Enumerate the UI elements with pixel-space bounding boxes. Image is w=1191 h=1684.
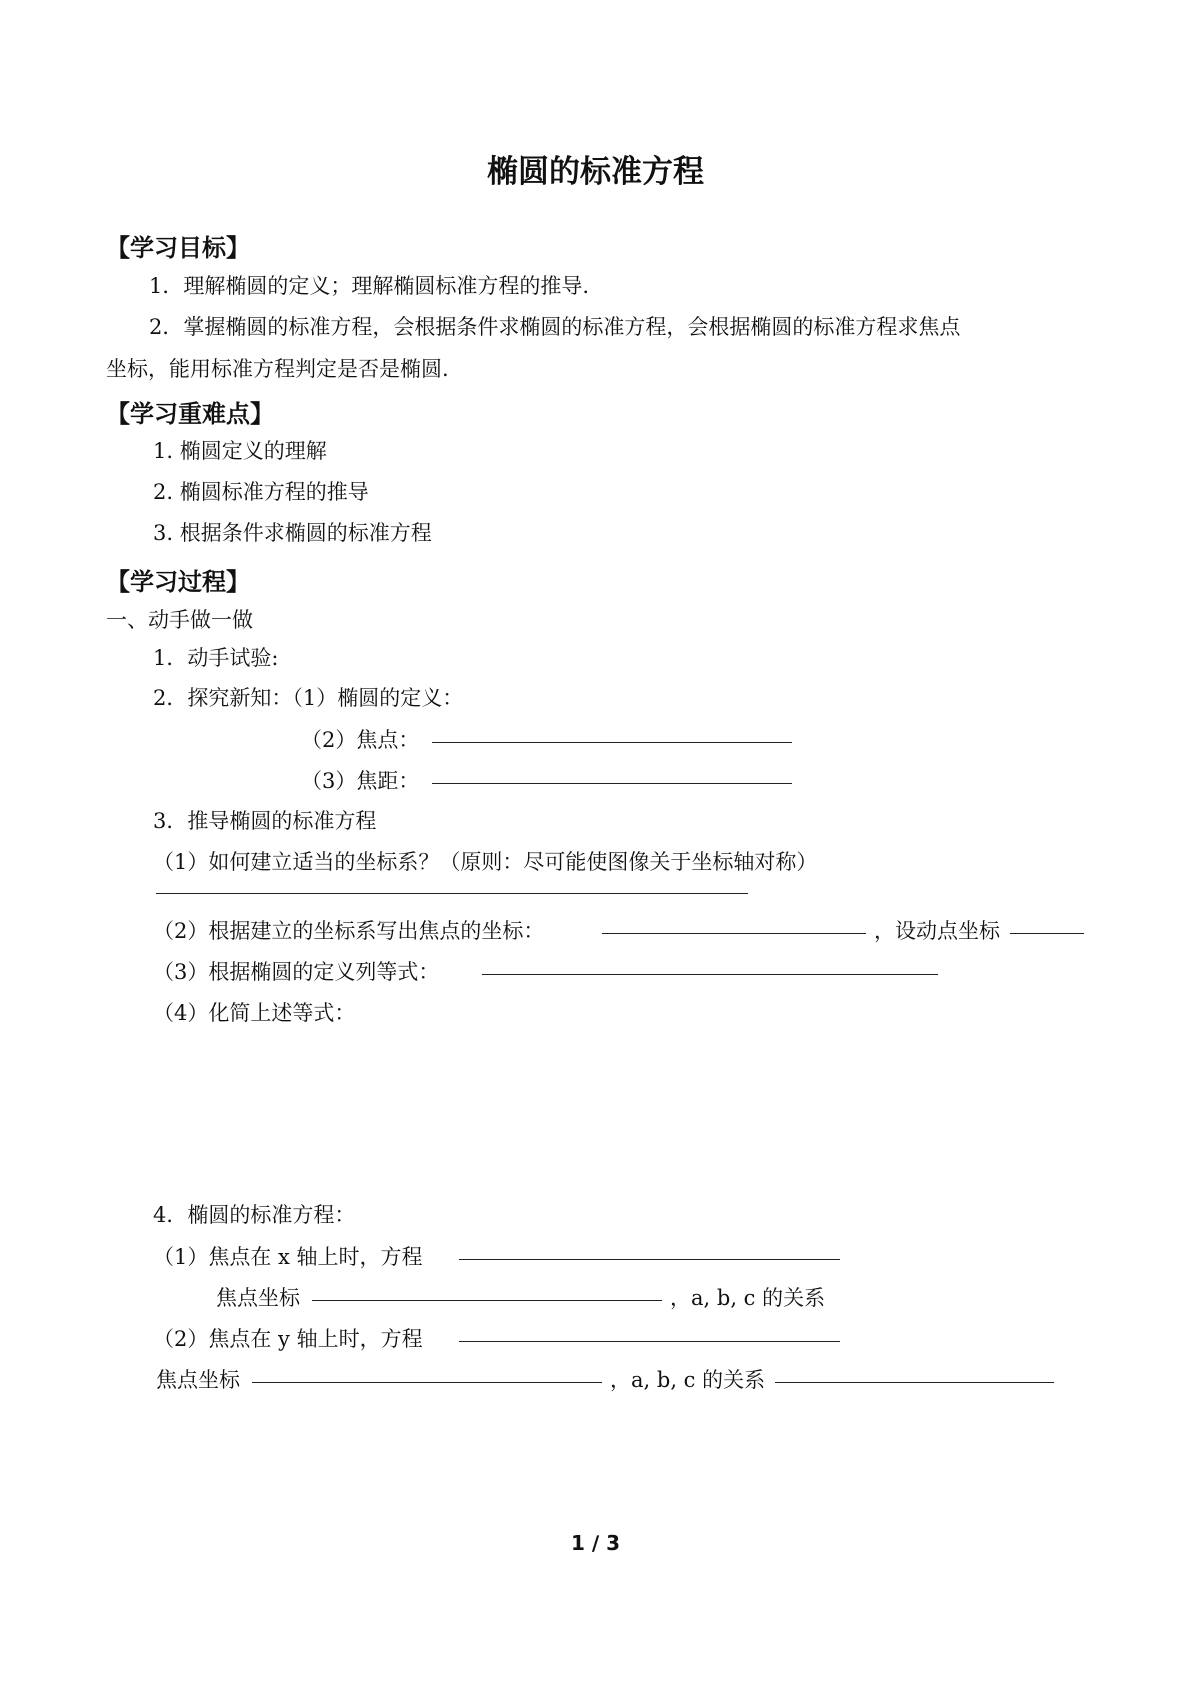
step3-question-2-suffix: ，设动点坐标	[874, 919, 1000, 943]
process-step-4: 4．椭圆的标准方程：	[153, 1203, 356, 1227]
step4-y-relation-label: ，a, b, c 的关系	[610, 1368, 766, 1392]
process-step-3: 3．推导椭圆的标准方程	[153, 809, 377, 833]
step4-x-equation-blank[interactable]	[459, 1259, 840, 1260]
goal-item-2-line-1: 2．掌握椭圆的标准方程，会根据条件求椭圆的标准方程，会根据椭圆的标准方程求焦点	[149, 315, 961, 339]
section-heading-key-points: 【学习重难点】	[106, 400, 274, 428]
step4-y-relation-blank[interactable]	[775, 1382, 1054, 1383]
step4-x-focus-blank[interactable]	[312, 1300, 662, 1301]
step2-focus-blank[interactable]	[432, 742, 792, 743]
step2-focal-distance-blank[interactable]	[432, 783, 792, 784]
step3-moving-point-blank[interactable]	[1010, 933, 1084, 934]
step3-question-1: （1）如何建立适当的坐标系？（原则：尽可能使图像关于坐标轴对称）	[153, 850, 818, 874]
page-number: 1 ∕ 3	[570, 1531, 621, 1555]
section-heading-goals: 【学习目标】	[106, 234, 250, 262]
section-heading-process: 【学习过程】	[106, 568, 250, 596]
process-step-1: 1．动手试验:	[153, 646, 279, 670]
key-point-item-2: 2. 椭圆标准方程的推导	[153, 480, 369, 504]
process-step-2: 2．探究新知：（1）椭圆的定义：	[153, 686, 464, 710]
step3-question-4: （4）化简上述等式：	[153, 1001, 356, 1025]
goal-item-2-line-2: 坐标，能用标准方程判定是否是椭圆.	[106, 357, 449, 381]
step3-question-3: （3）根据椭圆的定义列等式：	[153, 960, 440, 984]
step4-x-focus-label: 焦点坐标	[216, 1286, 300, 1310]
step3-question-2: （2）根据建立的坐标系写出焦点的坐标：	[153, 919, 545, 943]
step4-x-relation-label: ，a, b, c 的关系	[670, 1286, 826, 1310]
step2-focal-distance-label: （3）焦距：	[301, 769, 420, 793]
step4-y-axis-label: （2）焦点在 y 轴上时，方程	[153, 1327, 423, 1351]
key-point-item-1: 1. 椭圆定义的理解	[153, 439, 327, 463]
step4-y-focus-blank[interactable]	[252, 1382, 602, 1383]
key-point-item-3: 3. 根据条件求椭圆的标准方程	[153, 521, 432, 545]
step3-question-1-blank[interactable]	[156, 893, 748, 894]
step3-question-3-blank[interactable]	[482, 974, 938, 975]
step4-y-equation-blank[interactable]	[459, 1341, 840, 1342]
step4-y-focus-label: 焦点坐标	[156, 1368, 240, 1392]
page-title: 椭圆的标准方程	[487, 154, 704, 190]
step2-focus-label: （2）焦点：	[301, 728, 420, 752]
step4-x-axis-label: （1）焦点在 x 轴上时，方程	[153, 1245, 423, 1269]
step3-question-2-blank[interactable]	[602, 933, 866, 934]
process-part-1: 一、动手做一做	[106, 608, 253, 632]
goal-item-1: 1．理解椭圆的定义；理解椭圆标准方程的推导.	[149, 274, 590, 298]
